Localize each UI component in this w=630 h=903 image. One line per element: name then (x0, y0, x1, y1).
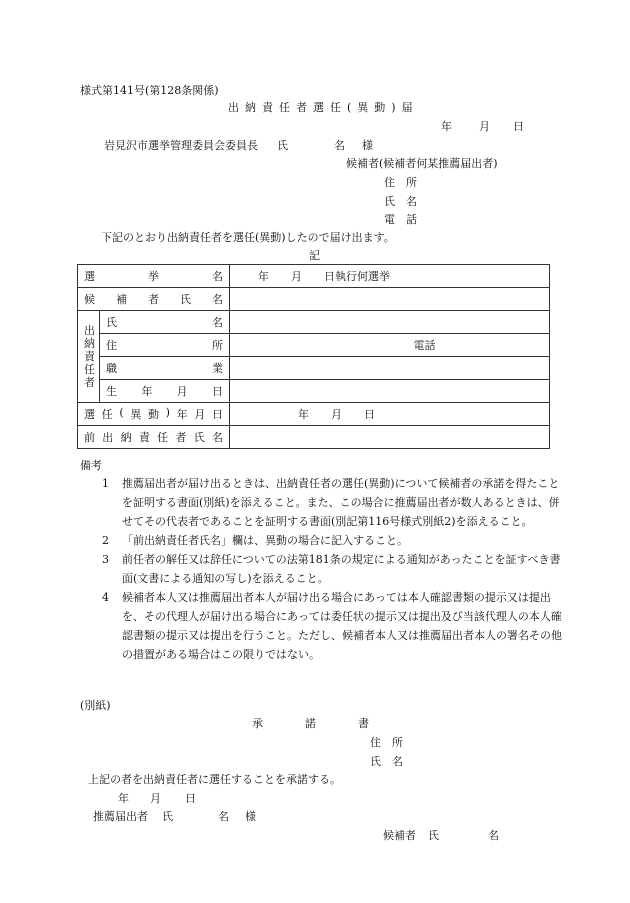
treasurer-birth-label (100, 380, 230, 403)
ki-label: 記 (309, 249, 320, 262)
addressee-org: 岩見沢市選挙管理委員会委員長 (104, 139, 258, 152)
label-char: 候 (84, 293, 95, 306)
notes-title: 備考 (80, 459, 102, 472)
label-char: 者 (175, 431, 187, 444)
appointment-date-label (78, 403, 230, 426)
addressee-shi: 氏 (277, 139, 288, 152)
label-char: 出 (102, 431, 114, 444)
treasurer-address-value[interactable] (230, 334, 550, 357)
attachment-title: 承諾書 (252, 717, 411, 730)
attachment-label: (別紙) (80, 699, 111, 712)
label-char: 責 (138, 431, 150, 444)
attachment-date-month: 月 (150, 792, 161, 805)
attachment-date-year: 年 (118, 792, 129, 805)
treasurer-group-label (78, 311, 100, 403)
date-day: 日 (513, 120, 524, 133)
recommender-sama: 様 (245, 810, 256, 823)
label-char: 任 (101, 408, 113, 421)
treasurer-birth-value[interactable] (230, 380, 550, 403)
appointment-date-value[interactable]: 年 月 日 (230, 403, 550, 426)
applicant-label: 候補者(候補者何某推薦届出者) (346, 157, 498, 170)
recommender-mei: 名 (218, 810, 229, 823)
vertical-label-char: 任 (84, 363, 95, 376)
row-candidate-name (78, 288, 550, 311)
notes-list (88, 474, 563, 664)
label-char: 氏 (193, 431, 205, 444)
label-char: 名 (212, 293, 223, 306)
candidate-name-label (78, 288, 230, 311)
label-char: 納 (120, 431, 132, 444)
label-char: 所 (212, 339, 223, 352)
consent-text: 上記の者を出納責任者に選任することを承諾する。 (88, 773, 341, 786)
row-appointment-date (78, 403, 550, 426)
attachment-name-label: 氏 名 (370, 755, 403, 768)
label-char: 任 (157, 431, 169, 444)
label-char: 業 (212, 362, 223, 375)
note-item: 4 候補者本人又は推薦届出者本人が届け出る場合にあっては本人確認書類の提示又は提出を、その代理人が届け出る場合にあっては委任状の提示又は提出及び当該代理人の本人確認書類の提示又は提出を行うこと。ただし、候補者本人又は推薦届出者本人の署名その他の措置がある場合はこの限りではない。 (102, 591, 562, 661)
treasurer-name-value[interactable] (230, 311, 550, 334)
label-char: 前 (84, 431, 95, 444)
label-char: 生 (106, 385, 117, 398)
row-treasurer-birth (78, 380, 550, 403)
label-char: 補 (116, 293, 127, 306)
label-char: 年 (176, 408, 188, 421)
note-item: 2 「前出納責任者氏名」欄は、異動の場合に記入すること。 (102, 534, 408, 547)
row-treasurer-occupation (78, 357, 550, 380)
row-previous-treasurer (78, 426, 550, 449)
form-number: 様式第141号(第128条関係) (80, 84, 219, 97)
addressee-mei: 名 (334, 139, 345, 152)
previous-treasurer-value[interactable] (230, 426, 550, 449)
candidate-label: 候補者 (383, 829, 416, 842)
previous-treasurer-label (78, 426, 230, 449)
label-char: 名 (211, 431, 223, 444)
candidate-mei: 名 (488, 829, 499, 842)
vertical-label-char: 者 (84, 376, 95, 389)
label-char: 動 (147, 408, 159, 421)
treasurer-name-label (100, 311, 230, 334)
candidate-name-value[interactable] (230, 288, 550, 311)
treasurer-occupation-value[interactable] (230, 357, 550, 380)
attachment-address-label: 住 所 (370, 736, 403, 749)
applicant-name-label: 氏 名 (384, 195, 417, 208)
date-month: 月 (479, 120, 490, 133)
row-treasurer-address (78, 334, 550, 357)
vertical-label-char: 責 (84, 350, 95, 363)
label-char: 選 (84, 270, 95, 283)
label-char: 日 (211, 408, 223, 421)
row-election-name (78, 265, 550, 288)
vertical-label-char: 納 (84, 337, 95, 350)
label-char: 月 (194, 408, 206, 421)
note-item: 3 前任者の解任又は辞任についての法第181条の規定による通知があったことを証すべき書面(文書による通知の写し)を添えること。 (102, 553, 561, 585)
label-char: 異 (130, 408, 142, 421)
treasurer-form-table (77, 264, 550, 449)
election-name-value[interactable]: 年 月 日執行何選挙 (230, 265, 550, 288)
recommender-label: 推薦届出者 (93, 810, 148, 823)
label-char: 挙 (148, 270, 159, 283)
label-char: 氏 (106, 316, 117, 329)
label-char: 者 (148, 293, 159, 306)
label-char: 職 (106, 362, 117, 375)
form-title: 出納責任者選任(異動)届 (228, 101, 419, 114)
addressee-sama: 様 (362, 139, 373, 152)
election-name-label (78, 265, 230, 288)
applicant-address-label: 住 所 (384, 176, 417, 189)
candidate-shi: 氏 (428, 829, 439, 842)
label-char: 氏 (180, 293, 191, 306)
label-char: 月 (176, 385, 188, 398)
date-year: 年 (441, 120, 452, 133)
intro-text: 下記のとおり出納責任者を選任(異動)したので届け出ます。 (101, 231, 395, 244)
label-char: 日 (211, 385, 223, 398)
applicant-phone-label: 電 話 (384, 213, 417, 226)
row-treasurer-name (78, 311, 550, 334)
label-char: 住 (106, 339, 117, 352)
label-char: ) (165, 406, 170, 419)
label-char: 名 (212, 316, 223, 329)
treasurer-phone-label: 電話 (413, 339, 436, 352)
recommender-shi: 氏 (162, 810, 173, 823)
label-char: 名 (212, 270, 223, 283)
label-char: 選 (84, 408, 95, 421)
treasurer-address-label (100, 334, 230, 357)
attachment-date-day: 日 (185, 792, 196, 805)
label-char: ( (119, 406, 124, 419)
vertical-label-char: 出 (84, 324, 95, 337)
note-item: 1 推薦届出者が届け出るときは、出納責任者の選任(異動)について候補者の承諾を得たことを証明する書面(別紙)を添えること。また、この場合に推薦届出者が数人あるときは、併せてその代表者であることを証明する書面(別記第116号様式別紙2)を添えること。 (102, 477, 560, 528)
label-char: 年 (141, 385, 153, 398)
treasurer-occupation-label (100, 357, 230, 380)
